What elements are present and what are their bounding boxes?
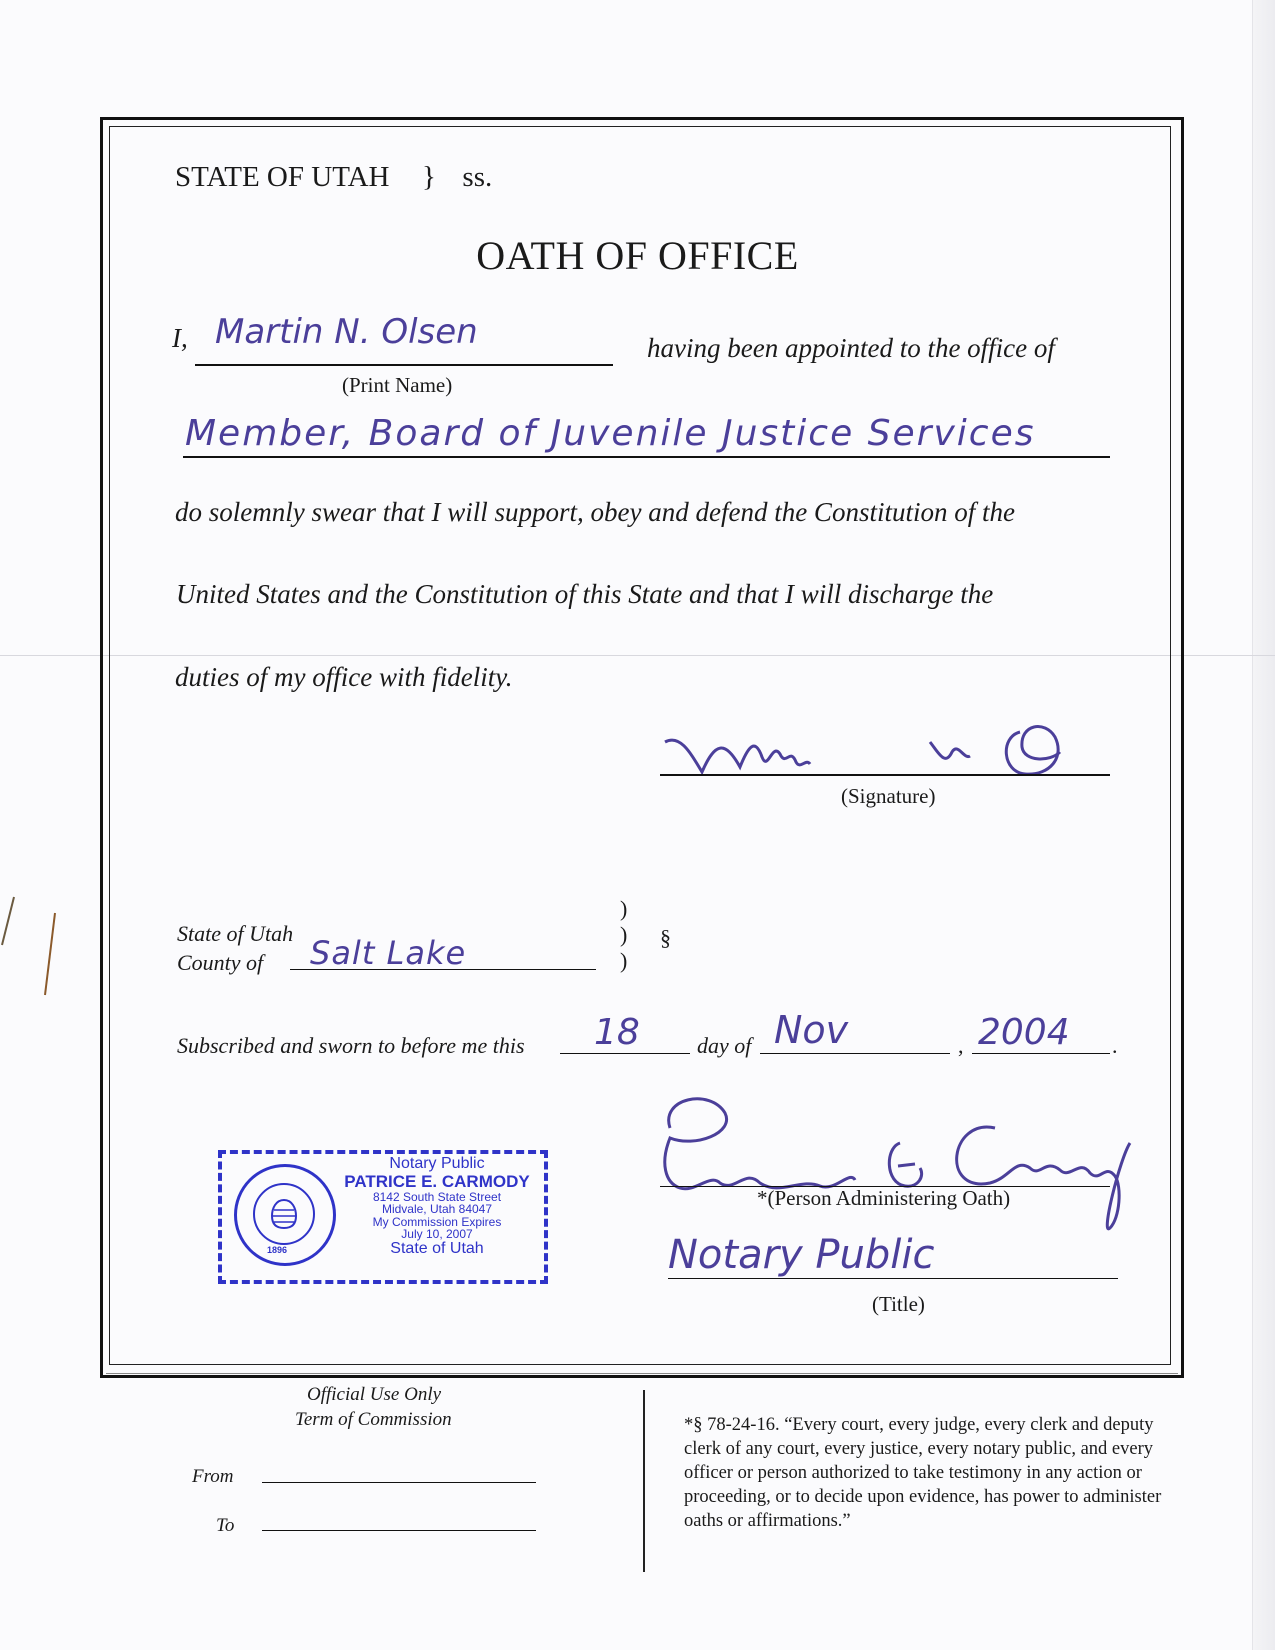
paren-3: ) [620,948,628,973]
jurat-county-label: County of [177,950,264,975]
statute-footnote: *§ 78-24-16. “Every court, every judge, every clerk and deputy clerk of any court, every justice, every notary public, and every officer or person authorized to take testimony in any action or proceeding, or to decide upon evidence, has power to administer oaths or affirmations.” [684,1415,1162,1532]
oath-text-line-3: duties of my office with fidelity. [175,662,513,692]
comma: , [958,1033,964,1058]
paren-2: ) [620,922,628,947]
paren-1: ) [620,896,628,921]
day-of-text: day of [697,1033,752,1058]
signature-caption: (Signature) [841,784,936,808]
official-use-title: Official Use Only [307,1384,442,1405]
period: . [1112,1033,1118,1058]
year-value: 2004 [978,1012,1070,1053]
print-name-caption: (Print Name) [342,373,453,397]
seal-year: 1896 [267,1245,288,1255]
month-line [760,1053,950,1054]
stamp-line-1: Notary Public [389,1155,485,1172]
title-line [668,1278,1118,1279]
month-value: Nov [774,1008,849,1052]
print-name-line [195,364,613,366]
brace: } [421,161,436,193]
from-label: From [192,1466,234,1487]
notary-signature [650,1088,1170,1238]
day-value: 18 [594,1012,640,1053]
stamp-line-5: My Commission Expires [372,1214,502,1229]
subscribed-text: Subscribed and sworn to before me this [177,1033,525,1058]
to-line [262,1530,536,1531]
section-symbol: § [660,925,671,950]
stamp-line-3: 8142 South State Street [372,1189,502,1204]
page-title: OATH OF OFFICE [476,233,799,278]
stamp-line-7: State of Utah [390,1240,484,1258]
oath-text-line-2: United States and the Constitution of this State and that I will discharge the [176,579,994,609]
state-seal [234,1164,336,1266]
jurat-state-label: State of Utah [177,921,294,946]
ss-label: ss. [462,161,493,193]
oath-text-line-1: do solemnly swear that I will support, obey and defend the Constitution of the [175,497,1015,527]
from-line [262,1482,536,1483]
seal-center [253,1183,315,1245]
official-use-subtitle: Term of Commission [295,1409,452,1430]
appointed-text: having been appointed to the office of [647,333,1055,363]
officer-signature [660,712,1110,792]
notary-stamp [218,1150,548,1284]
stamp-text [334,1156,540,1258]
office-line [183,456,1110,458]
i-prefix: I, [172,323,188,353]
title-value: Notary Public [668,1232,935,1278]
stamp-line-2: PATRICE E. CARMODY [344,1171,530,1191]
bottom-divider [643,1390,645,1572]
state-header [175,161,492,194]
stamp-line-4: Midvale, Utah 84047 [381,1202,493,1217]
county-value: Salt Lake [310,934,467,972]
administering-caption: *(Person Administering Oath) [757,1186,1011,1210]
day-line [560,1053,690,1054]
signature-line [660,774,1110,776]
print-name-value: Martin N. Olsen [215,312,478,352]
state-label: STATE OF UTAH [175,161,390,193]
margin-marks [0,885,70,1005]
to-label: To [216,1515,235,1536]
office-value: Member, Board of Juvenile Justice Services [185,413,1036,454]
stamp-line-6: July 10, 2007 [401,1227,473,1242]
year-line [972,1053,1110,1054]
bottom-rule [106,1373,1178,1374]
beehive-icon [264,1194,304,1234]
county-line [290,969,596,970]
title-caption: (Title) [872,1292,925,1316]
